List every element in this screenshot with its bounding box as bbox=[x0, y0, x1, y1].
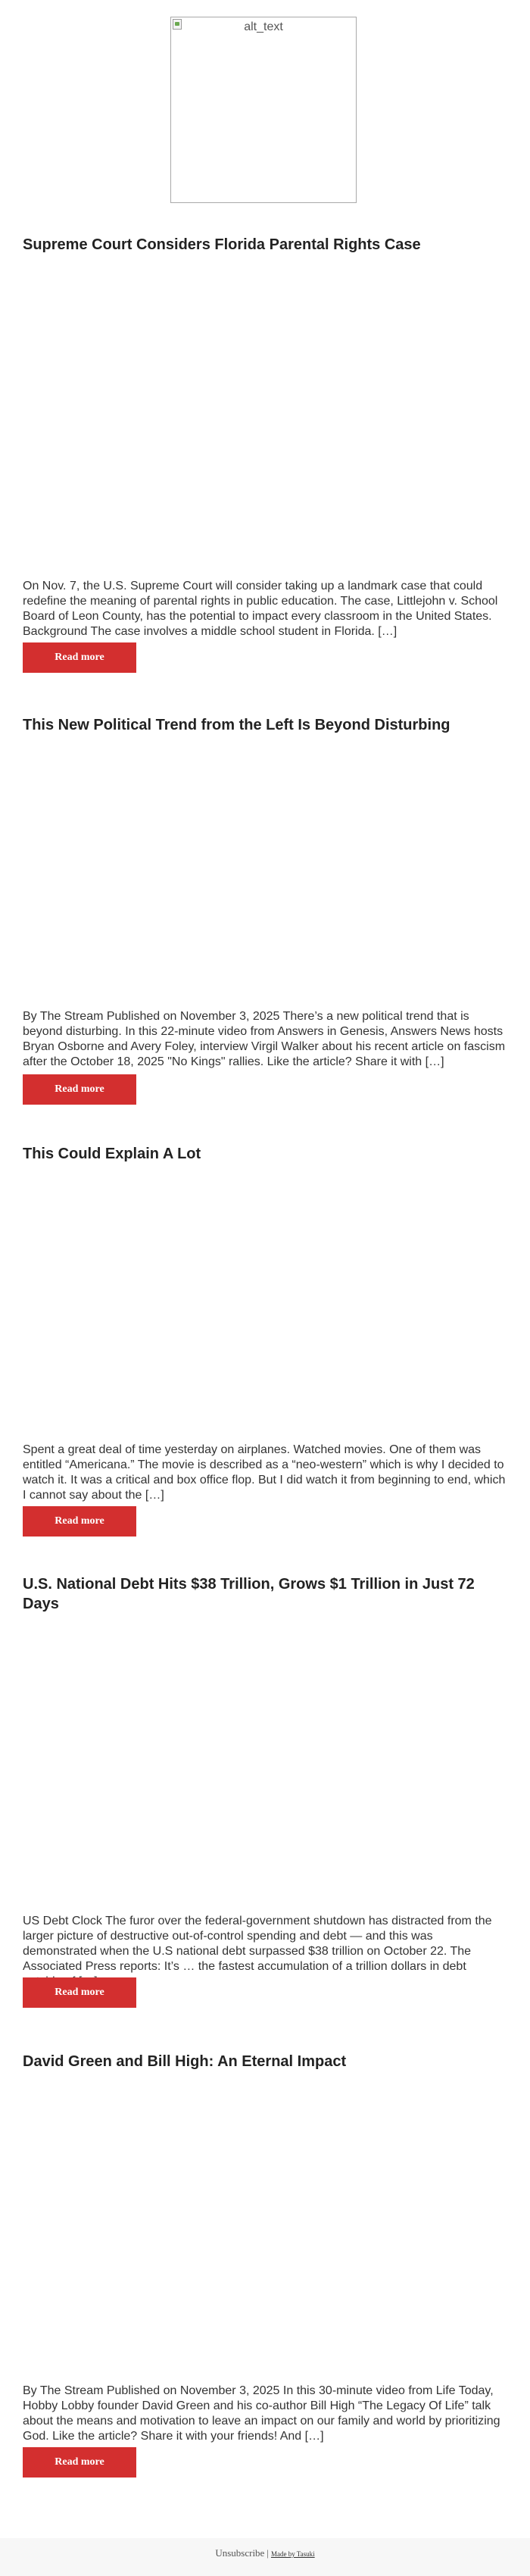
read-more-button[interactable]: Read more bbox=[23, 642, 136, 673]
read-more-button[interactable]: Read more bbox=[23, 2447, 136, 2478]
article-title[interactable]: U.S. National Debt Hits $38 Trillion, Grows $1 Trillion in Just 72 Days bbox=[23, 1576, 475, 1612]
read-more-button[interactable]: Read more bbox=[23, 1074, 136, 1105]
article-card bbox=[23, 715, 507, 1095]
footer-separator: | bbox=[267, 2547, 269, 2559]
read-more-button[interactable]: Read more bbox=[23, 1506, 136, 1537]
logo-alt-text: alt_text bbox=[244, 20, 283, 33]
article-card bbox=[23, 1574, 507, 1998]
footer-links bbox=[0, 2547, 530, 2559]
article-title[interactable]: This Could Explain A Lot bbox=[23, 1146, 201, 1162]
footer bbox=[0, 2538, 530, 2576]
article-title[interactable]: Supreme Court Considers Florida Parental Rights Case bbox=[23, 236, 421, 253]
made-by-link[interactable]: Made by Tasuki bbox=[270, 2550, 315, 2558]
article-card bbox=[23, 2052, 507, 2468]
article-excerpt: Spent a great deal of time yesterday on airplanes. Watched movies. One of them was entitled “Americana.” The movie is described as a “neo-western” which is why I decided to watch it. It was a critical and box office flop. But I did watch it from beginning to end, which I cannot say about the […] bbox=[23, 1443, 506, 1502]
article-card bbox=[23, 1144, 507, 1527]
unsubscribe-link[interactable]: Unsubscribe bbox=[215, 2547, 265, 2559]
article-excerpt: US Debt Clock The furor over the federal-government shutdown has distracted from the larger picture of destructive out-of-control spending and debt — and this was demonstrated when the U.S national debt surpassed $38 trillion on October 22. The Associated Press reports: It’s … the fastest accumulation of a trillion dollars in debt bbox=[23, 1915, 492, 1973]
article-card bbox=[23, 235, 507, 663]
read-more-button[interactable]: Read more bbox=[23, 1977, 136, 2008]
article-excerpt: On Nov. 7, the U.S. Supreme Court will consider taking up a landmark case that could redefine the meaning of parental rights in public education. The case, Littlejohn v. School Board of Leon County, has the potential to impact every classroom in the United States. Background The case involves a middle school student in Florida. […] bbox=[23, 580, 498, 638]
article-excerpt: By The Stream Published on November 3, 2025 In this 30-minute video from Life Today, Hobby Lobby founder David Green and his co-author Bill High “The Legacy Of Life” talk about the means and motivation to leave an impact on our family and world by prioritizing God. Like the article? Share it with your friends! And […] bbox=[23, 2384, 500, 2443]
article-title[interactable]: David Green and Bill High: An Eternal Impact bbox=[23, 2053, 347, 2070]
logo-image bbox=[170, 17, 357, 203]
article-excerpt: By The Stream Published on November 3, 2025 There’s a new political trend that is beyond disturbing. In this 22-minute video from Answers in Genesis, Answers News hosts Bryan Osborne and Avery Foley, interview Virgil Walker about his recent article on fascism after the October 18, 2025 "No Kings" rallies. Like the article? Share it with […] bbox=[23, 1010, 506, 1068]
article-title[interactable]: This New Political Trend from the Left Is Beyond Disturbing bbox=[23, 717, 450, 733]
